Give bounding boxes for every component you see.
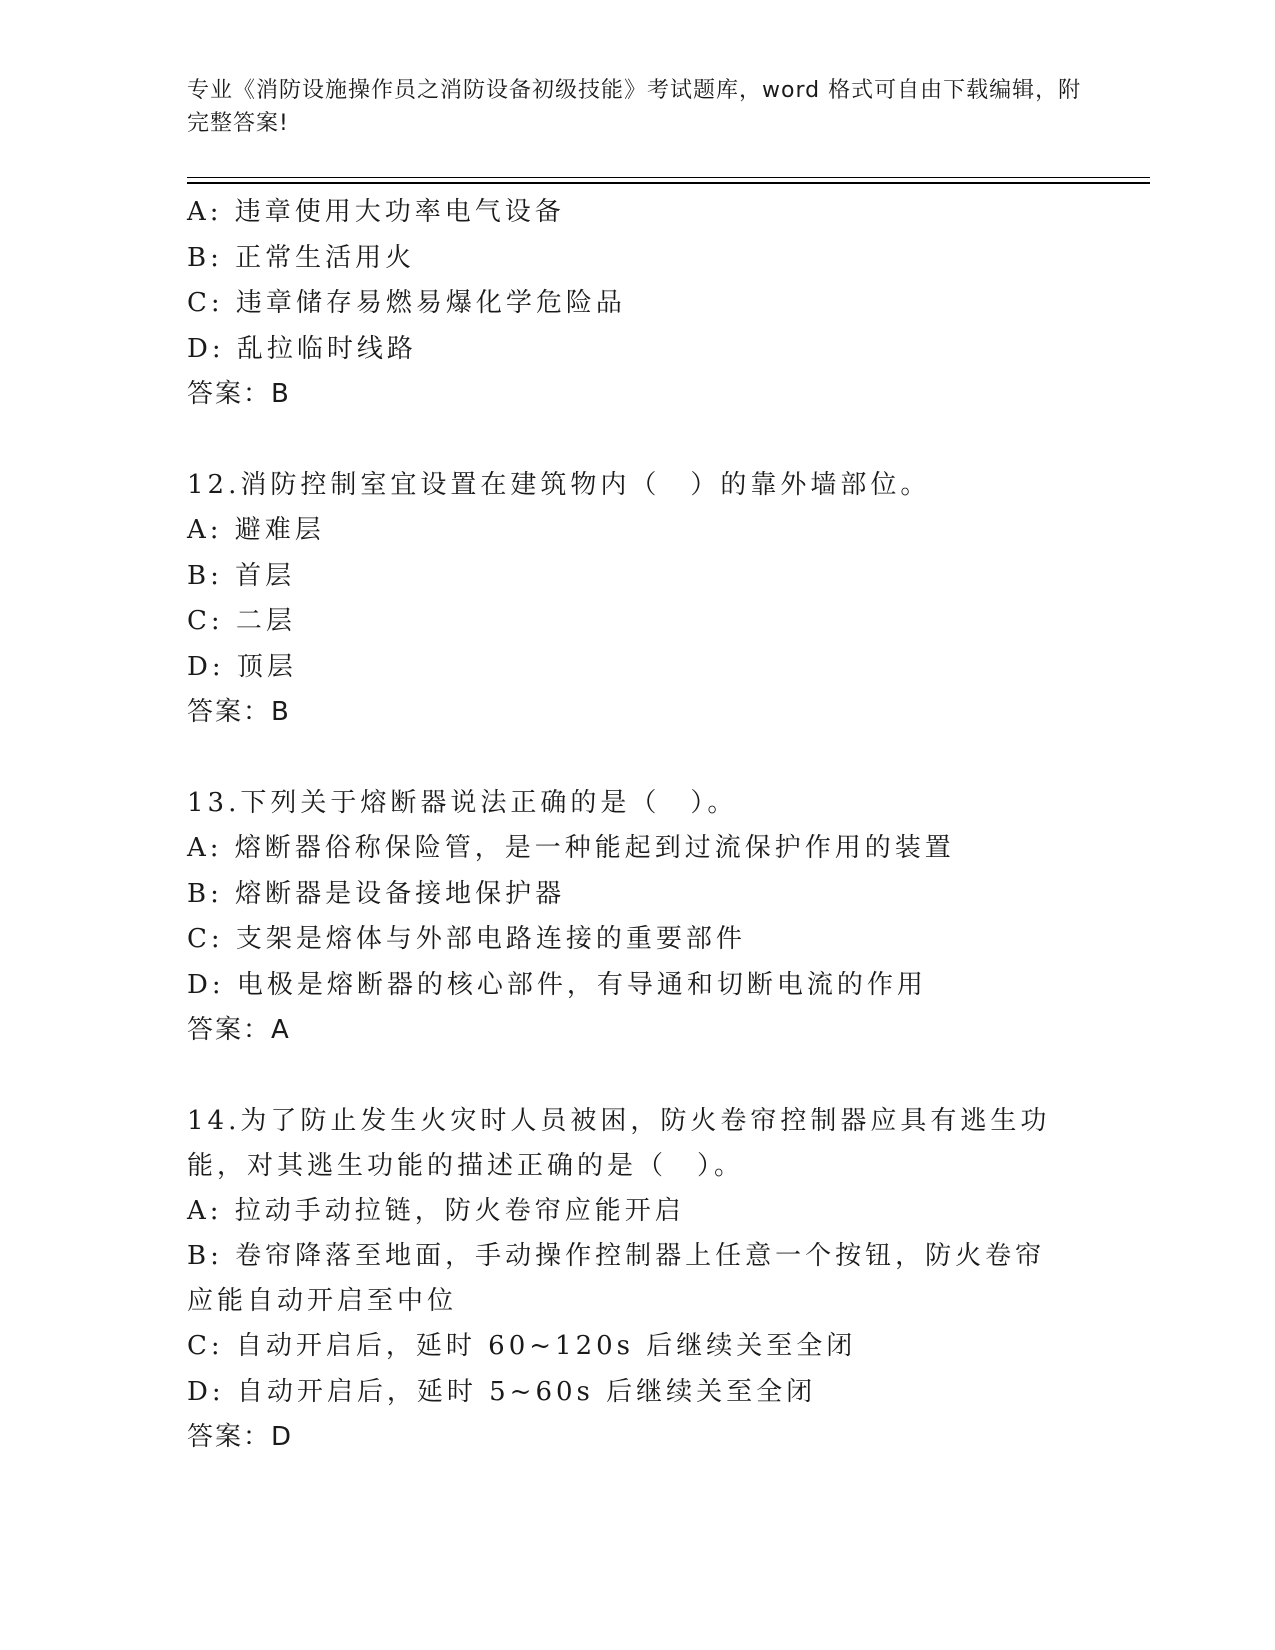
option-a: A: 拉动手动拉链，防火卷帘应能开启 (187, 1195, 685, 1226)
spacer (187, 1054, 1087, 1099)
option-a: A: 避难层 (187, 515, 325, 545)
option-d: D: 自动开启后，延时 5~60s 后继续关至全闭 (187, 1376, 817, 1407)
option-c: C: 二层 (187, 606, 296, 636)
header-divider-bottom (187, 182, 1150, 184)
spacer (187, 736, 1087, 781)
option-a: A: 熔断器俗称保险管，是一种能起到过流保护作用的装置 (187, 833, 955, 863)
answer: 答案：A (187, 1015, 291, 1045)
answer: 答案：B (187, 379, 291, 409)
option-c: C: 自动开启后，延时 60~120s 后继续关至全闭 (187, 1331, 857, 1361)
question-stem: 14.为了防止发生火灾时人员被困，防火卷帘控制器应具有逃生功能，对其逃生功能的描述正确的是（ ）。 (187, 1105, 1051, 1181)
question-14 (187, 1099, 1087, 1461)
option-b: B: 首层 (187, 560, 296, 591)
question-13 (187, 781, 1087, 1054)
option-d: D: 顶层 (187, 651, 297, 682)
option-b: B: 卷帘降落至地面，手动操作控制器上任意一个按钮，防火卷帘应能自动开启至中位 (187, 1241, 1046, 1316)
header-note: 专业《消防设施操作员之消防设备初级技能》考试题库，word 格式可自由下载编辑，附完整答案! (187, 78, 1082, 136)
header-divider-top (187, 177, 1150, 178)
spacer (187, 418, 1087, 463)
question-list (187, 190, 1087, 1461)
question-stem: 12.消防控制室宜设置在建筑物内（ ）的靠外墙部位。 (187, 469, 931, 500)
answer: 答案：B (187, 697, 291, 727)
option-d: D: 乱拉临时线路 (187, 333, 417, 364)
option-c: C: 违章储存易燃易爆化学危险品 (187, 288, 626, 318)
question-11 (187, 190, 1087, 418)
option-b: B: 熔断器是设备接地保护器 (187, 878, 566, 909)
question-stem: 13.下列关于熔断器说法正确的是（ ）。 (187, 787, 738, 818)
question-12 (187, 463, 1087, 736)
option-b: B: 正常生活用火 (187, 242, 416, 273)
option-a: A: 违章使用大功率电气设备 (187, 197, 565, 227)
option-c: C: 支架是熔体与外部电路连接的重要部件 (187, 924, 746, 954)
answer: 答案：D (187, 1422, 294, 1452)
option-d: D: 电极是熔断器的核心部件，有导通和切断电流的作用 (187, 969, 927, 1000)
